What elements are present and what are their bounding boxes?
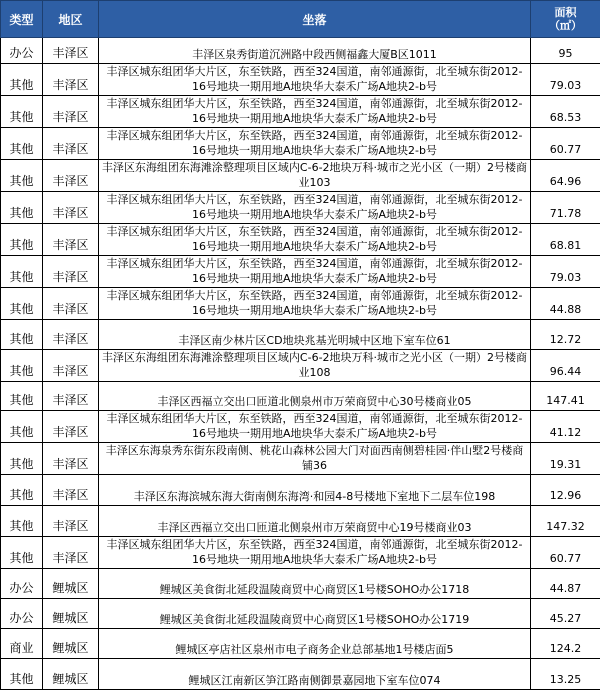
table-row [1, 350, 600, 382]
table-row [1, 224, 600, 256]
header-type: 类型 [1, 1, 43, 38]
row-address: 丰泽区东海组团东海滩涂整理项目区域内C-6-2地块万科·城市之光小区（一期）2号楼商业108 [99, 350, 531, 382]
table-row [1, 288, 600, 320]
row-area: 147.32 [531, 506, 600, 537]
row-area: 44.87 [531, 569, 600, 599]
row-district: 丰泽区 [43, 506, 99, 537]
row-area: 96.44 [531, 350, 600, 382]
row-district: 鲤城区 [43, 629, 99, 659]
header-area [531, 1, 600, 38]
row-district: 丰泽区 [43, 64, 99, 96]
row-area: 12.96 [531, 475, 600, 506]
row-type: 其他 [1, 320, 43, 350]
table-row [1, 192, 600, 224]
row-type: 其他 [1, 443, 43, 475]
row-address: 丰泽区城东组团华大片区，东至铁路，西至324国道，南邻通源街，北至城东街2012-16号地块一期用地A地块华大泰禾广场A地块2-b号 [99, 224, 531, 256]
row-district: 鲤城区 [43, 659, 99, 690]
row-area: 13.25 [531, 659, 600, 690]
table-row [1, 320, 600, 350]
table-row [1, 537, 600, 569]
row-area: 147.41 [531, 382, 600, 411]
row-type: 其他 [1, 659, 43, 690]
row-address: 丰泽区城东组团华大片区，东至铁路，西至324国道，南邻通源街，北至城东街2012-16号地块一期用地A地块华大泰禾广场A地块2-b号 [99, 288, 531, 320]
row-area: 12.72 [531, 320, 600, 350]
row-type: 其他 [1, 192, 43, 224]
row-type: 办公 [1, 569, 43, 599]
header-area-unit: （㎡） [549, 19, 582, 32]
row-area: 79.03 [531, 64, 600, 96]
table-row [1, 160, 600, 192]
row-district: 丰泽区 [43, 160, 99, 192]
row-district: 丰泽区 [43, 96, 99, 128]
row-type: 其他 [1, 382, 43, 411]
row-address: 鲤城区美食街北延段温陵商贸中心商贸区1号楼SOHO办公1719 [99, 599, 531, 629]
row-type: 其他 [1, 64, 43, 96]
row-address: 丰泽区城东组团华大片区，东至铁路，西至324国道，南邻通源街，北至城东街2012-16号地块一期用地A地块华大泰禾广场A地块2-b号 [99, 64, 531, 96]
row-district: 丰泽区 [43, 192, 99, 224]
row-area: 79.03 [531, 256, 600, 288]
table-row [1, 629, 600, 659]
row-district: 丰泽区 [43, 475, 99, 506]
row-type: 办公 [1, 599, 43, 629]
row-type: 商业 [1, 629, 43, 659]
row-address: 丰泽区城东组团华大片区，东至铁路，西至324国道，南邻通源街，北至城东街2012-16号地块一期用地A地块华大泰禾广场A地块2-b号 [99, 411, 531, 443]
row-type: 办公 [1, 38, 43, 64]
row-address: 丰泽区城东组团华大片区，东至铁路，西至324国道，南邻通源街，北至城东街2012-16号地块一期用地A地块华大泰禾广场A地块2-b号 [99, 256, 531, 288]
table-row [1, 64, 600, 96]
row-area: 60.77 [531, 128, 600, 160]
row-address: 丰泽区城东组团华大片区，东至铁路，西至324国道，南邻通源街，北至城东街2012-16号地块一期用地A地块华大泰禾广场A地块2-b号 [99, 128, 531, 160]
row-district: 丰泽区 [43, 128, 99, 160]
header-area-label: 面积 [555, 6, 577, 19]
row-type: 其他 [1, 224, 43, 256]
row-address: 丰泽区东海滨城东海大街南侧东海湾·和园4-8号楼地下室地下二层车位198 [99, 475, 531, 506]
row-area: 19.31 [531, 443, 600, 475]
table-row [1, 443, 600, 475]
row-area: 71.78 [531, 192, 600, 224]
row-district: 丰泽区 [43, 256, 99, 288]
row-type: 其他 [1, 537, 43, 569]
table-row [1, 256, 600, 288]
table-row [1, 96, 600, 128]
row-district: 鲤城区 [43, 569, 99, 599]
table-row [1, 475, 600, 506]
row-area: 68.53 [531, 96, 600, 128]
row-type: 其他 [1, 256, 43, 288]
row-type: 其他 [1, 506, 43, 537]
row-type: 其他 [1, 160, 43, 192]
row-district: 鲤城区 [43, 599, 99, 629]
row-type: 其他 [1, 350, 43, 382]
row-district: 丰泽区 [43, 38, 99, 64]
table-row [1, 38, 600, 64]
header-address: 坐落 [99, 1, 531, 38]
table-header-row [1, 1, 600, 38]
header-district: 地区 [43, 1, 99, 38]
row-district: 丰泽区 [43, 411, 99, 443]
row-district: 丰泽区 [43, 224, 99, 256]
row-address: 丰泽区泉秀街道沉洲路中段西侧福鑫大厦B区1011 [99, 38, 531, 64]
table-row [1, 382, 600, 411]
table-row [1, 128, 600, 160]
row-address: 鲤城区美食街北延段温陵商贸中心商贸区1号楼SOHO办公1718 [99, 569, 531, 599]
table-row [1, 411, 600, 443]
table-row [1, 506, 600, 537]
row-area: 44.88 [531, 288, 600, 320]
table-row [1, 599, 600, 629]
row-area: 41.12 [531, 411, 600, 443]
row-address: 丰泽区东海组团东海滩涂整理项目区域内C-6-2地块万科·城市之光小区（一期）2号楼商业103 [99, 160, 531, 192]
row-address: 鲤城区亭店社区泉州市电子商务企业总部基地1号楼店面5 [99, 629, 531, 659]
row-type: 其他 [1, 475, 43, 506]
row-district: 丰泽区 [43, 350, 99, 382]
row-district: 丰泽区 [43, 382, 99, 411]
row-area: 45.27 [531, 599, 600, 629]
row-address: 丰泽区西福立交出口匝道北侧泉州市万荣商贸中心30号楼商业05 [99, 382, 531, 411]
row-type: 其他 [1, 288, 43, 320]
row-district: 丰泽区 [43, 288, 99, 320]
row-district: 丰泽区 [43, 320, 99, 350]
row-type: 其他 [1, 96, 43, 128]
row-address: 丰泽区城东组团华大片区，东至铁路，西至324国道，南邻通源街，北至城东街2012-16号地块一期用地A地块华大泰禾广场A地块2-b号 [99, 96, 531, 128]
row-address: 鲤城区江南新区笋江路南侧御景嘉园地下室车位074 [99, 659, 531, 690]
row-address: 丰泽区城东组团华大片区，东至铁路，西至324国道，南邻通源街，北至城东街2012-16号地块一期用地A地块华大泰禾广场A地块2-b号 [99, 537, 531, 569]
row-address: 丰泽区西福立交出口匝道北侧泉州市万荣商贸中心19号楼商业03 [99, 506, 531, 537]
row-type: 其他 [1, 411, 43, 443]
table-row [1, 659, 600, 690]
row-type: 其他 [1, 128, 43, 160]
row-address: 丰泽区东海泉秀东街东段南侧、桃花山森林公园大门对面西南侧碧桂园·伴山墅2号楼商铺36 [99, 443, 531, 475]
row-area: 64.96 [531, 160, 600, 192]
row-address: 丰泽区城东组团华大片区，东至铁路，西至324国道，南邻通源街，北至城东街2012-16号地块一期用地A地块华大泰禾广场A地块2-b号 [99, 192, 531, 224]
row-area: 95 [531, 38, 600, 64]
row-district: 丰泽区 [43, 537, 99, 569]
row-area: 60.77 [531, 537, 600, 569]
row-address: 丰泽区南少林片区CD地块兆基光明城中区地下室车位61 [99, 320, 531, 350]
table-row [1, 569, 600, 599]
row-district: 丰泽区 [43, 443, 99, 475]
row-area: 124.2 [531, 629, 600, 659]
row-area: 68.81 [531, 224, 600, 256]
